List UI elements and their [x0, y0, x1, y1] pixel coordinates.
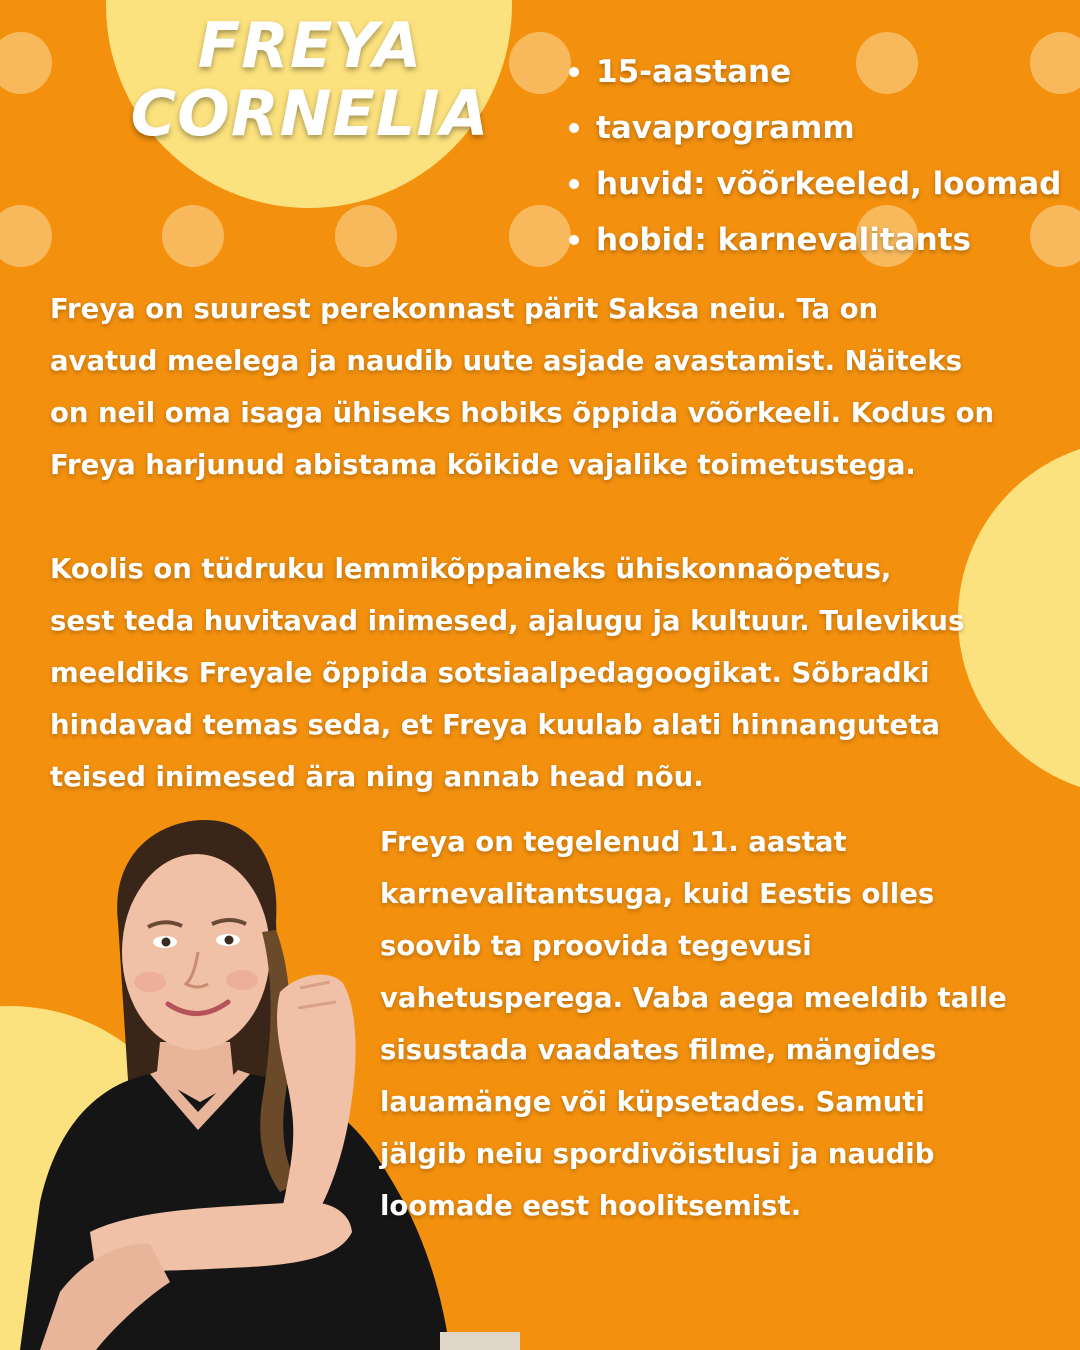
page-title	[110, 9, 510, 150]
polka-dot	[0, 205, 52, 267]
facts-list	[566, 44, 1061, 268]
fact-program: tavaprogramm	[566, 100, 1061, 156]
fact-age: 15-aastane	[566, 44, 1061, 100]
right-decor-circle	[958, 440, 1080, 796]
polka-dot	[509, 32, 571, 94]
polka-dot	[0, 32, 52, 94]
intro-paragraph: Freya on suurest perekonnast pärit Saksa neiu. Ta on avatud meelega ja naudib uute asjade avastamist. Näiteks on neil oma isaga ühiseks hobiks õppida võõrkeeli. Kodus on Freya harjunud abistama kõikide vajalike toimetustega.	[50, 293, 995, 481]
school-paragraph: Koolis on tüdruku lemmikõppaineks ühiskonnaõpetus, sest teda huvitavad inimesed, ajalugu ja kultuur. Tulevikus meeldiks Freyale õppida sotsiaalpedagoogikat. Sõbradki hindavad temas seda, et Freya kuulab alati hinnanguteta teised inimesed ära ning annab head nõu.	[50, 553, 965, 793]
fact-interests: huvid: võõrkeeled, loomad	[566, 156, 1061, 212]
fact-hobbies: hobid: karnevalitants	[566, 212, 1061, 268]
bullet-icon	[569, 235, 579, 245]
middle-name: CORNELIA	[130, 77, 490, 150]
bullet-icon	[569, 67, 579, 77]
polka-dot	[162, 205, 224, 267]
bullet-icon	[569, 179, 579, 189]
bullet-icon	[569, 123, 579, 133]
hobbies-paragraph: Freya on tegelenud 11. aastat karnevalitantsuga, kuid Eestis olles soovib ta proovida tegevusi vahetusperega. Vaba aega meeldib talle sisustada vaadates filme, mängides lauamänge või küpsetades. Samuti jälgib neiu spordivõistlusi ja naudib loomade eest hoolitsemist.	[380, 826, 1007, 1222]
first-name: FREYA	[197, 9, 423, 82]
polka-dot	[509, 205, 571, 267]
polka-dot	[335, 205, 397, 267]
